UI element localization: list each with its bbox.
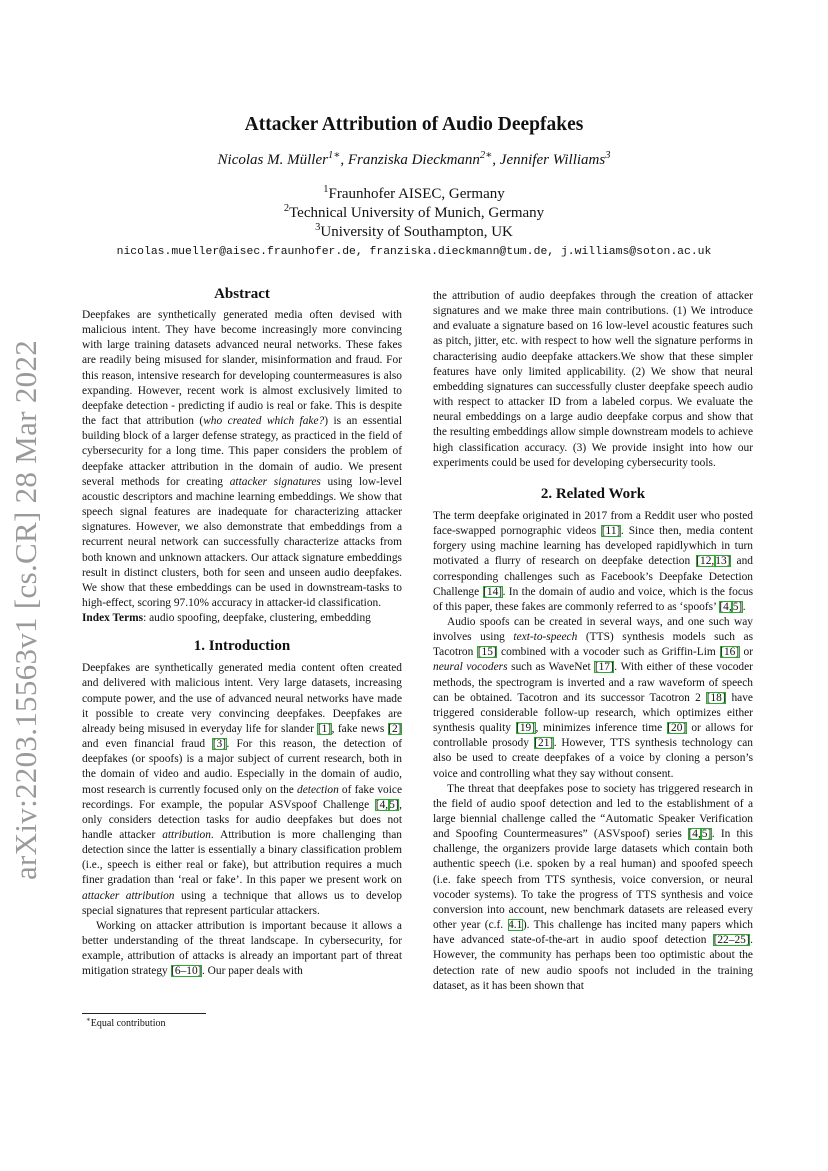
footnote-mark: ∗	[86, 1015, 91, 1024]
citation-link[interactable]: [2]	[388, 722, 402, 735]
paper-title: Attacker Attribution of Audio Deepfakes	[244, 114, 584, 135]
citation-link[interactable]: [19]	[516, 722, 536, 735]
author-3: Jennifer Williams	[499, 152, 606, 168]
section-link[interactable]: 4.1	[508, 919, 523, 932]
abstract-part: using low-level acoustic descriptors and machine learning embeddings. We show that speech signal features are inadequate for characterizing attacker signatures. However, we also demonstrate that embeddings from a recurrent neural network can successfully characterize attacks from both known and unknown attackers. Our attack signature embeddings result in distinct clusters, both for seen and unseen audio deepfakes. We show that these embeddings can be used in downstream-tasks to high-effect, scoring 97.10% accuracy in attacker-id classification.	[82, 475, 402, 609]
citation-link[interactable]: [12,	[696, 555, 715, 568]
text-run: have triggered considerable follow-up research, which optimizes either synthesis quality	[433, 691, 753, 735]
footnote-text: Equal contribution	[90, 1018, 166, 1029]
text-run: combined with a vocoder such as Griffin-Lim	[497, 646, 720, 659]
text-italic: detection	[297, 783, 339, 796]
citation-link[interactable]: [18]	[706, 691, 726, 704]
text-run: . Attribution is more challenging than detection since the latter is essentially a binary classification problem (i.e., speech is either real or fake), but attribution requires a much finer gradation than ‘real or fake’. In this paper we present work on	[82, 829, 402, 887]
affiliation-3-num: 3	[315, 222, 321, 233]
text-run: Deepfakes are synthetically generated media content often created and delivered with malicious intent. Very large datasets, increasing compute power, and the use of advanced neural networks have made it possible to create very convincing deepfakes. Deepfakes are already being misused in everyday life for slander	[82, 662, 402, 735]
text-run: The threat that deepfakes pose to society has triggered research in the field of audio spoof detection and led to the establishment of a large biennial challenge called the “Automatic Speaker Verification and Spoofing Countermeasures” (ASVspoof) series	[433, 782, 753, 841]
abstract-part: ) is an essential building block of a larger defense strategy, as practiced in the field of cybersecurity for a long time. This paper considers the problem of deepfake attacker attribution in the domain of audio. We present several methods for creating	[82, 415, 402, 488]
text-run: . However, TTS synthesis technology can also be used to create deepfakes of a voice by cloning a person’s voice and controlling what they say without consent.	[433, 737, 753, 780]
text-italic: attribution	[162, 829, 211, 841]
intro-heading: 1. Introduction	[193, 638, 291, 655]
citation-link[interactable]: [6–10]	[171, 965, 202, 978]
abstract-text	[82, 308, 402, 611]
text-run: ). This challenge has incited many papers which have advanced state-of-the-art in audio spoof detection	[433, 919, 754, 947]
author-3-mark: 3	[605, 150, 611, 161]
citation-link[interactable]: 5]	[389, 798, 399, 811]
related-work-heading: 2. Related Work	[540, 485, 646, 502]
citation-link[interactable]: [1]	[317, 722, 332, 735]
citation-link[interactable]: 5]	[701, 828, 712, 841]
text-italic: neural vocoders	[433, 661, 508, 674]
text-run: . In the domain of audio and voice, which is the focus of this paper, these fakes are commonly referred to as ‘spoofs’	[433, 585, 753, 613]
affiliation-2	[0, 205, 828, 222]
abstract-part: Deepfakes are synthetically generated media often devised with malicious intent. They have become increasingly more convincing with large training datasets advanced neural networks. These fakes are readily being misused for slander, misinformation and fraud. For this reason, intensive research for developing countermeasures is also expanding. However, recent work is almost exclusively limited to deepfake detection - predicting if audio is real or fake. This is despite the fact that attribution (	[82, 309, 402, 428]
citation-link[interactable]: 13]	[715, 555, 731, 568]
footnote	[86, 1015, 166, 1029]
index-terms	[82, 611, 402, 626]
citation-link[interactable]: [17]	[594, 661, 614, 674]
index-terms-label: Index Terms	[82, 612, 144, 625]
affiliation-1-num: 1	[323, 184, 329, 195]
citation-link[interactable]: [4,	[375, 798, 389, 811]
right-column	[433, 289, 753, 994]
intro-paragraph-2	[82, 919, 402, 980]
intro-paragraph-1	[82, 661, 402, 919]
affiliation-2-num: 2	[283, 203, 290, 214]
text-run: Audio spoofs can be created in several ways, and one such way involves using	[433, 615, 753, 644]
related-paragraph-2	[433, 615, 753, 782]
text-run: or	[739, 646, 754, 659]
text-run: . With either of these vocoder methods, the spectrogram is inverted and a raw waveform of speech can be obtained. Tacotron and its successor Tacotron 2	[433, 661, 753, 704]
text-run: . In this challenge, the organizers provide large datasets which contain both authentic speech (i.e. spoken by a real human) and spoofed speech (i.e. fake speech from TTS synthesis, voice conversion, or neural vocoder systems). To take the progress of TTS synthesis and voice conversion into account, new benchmark datasets are released every other year (c.f.	[433, 828, 753, 932]
author-1-mark: 1∗	[327, 150, 341, 161]
author-2-mark: 2∗	[479, 150, 493, 161]
index-terms-text: : audio spoofing, deepfake, clustering, embedding	[143, 612, 371, 625]
related-paragraph-3	[433, 782, 753, 994]
affiliation-1-text: Fraunhofer AISEC, Germany	[328, 186, 505, 202]
citation-link[interactable]: [15]	[477, 646, 497, 659]
text-run: using a technique that allows us to develop special signatures that represent particular attackers.	[82, 889, 402, 917]
citation-link[interactable]: [11]	[601, 525, 621, 538]
text-run: . Since then, media content forgery using machine learning has developed rapidlywhich in turn motivated a flurry of research on deepfake detection	[433, 525, 753, 568]
contributions-paragraph: the attribution of audio deepfakes through the creation of attacker signatures and we make three main contributions. (1) We introduce and evaluate a signature based on 16 low-level acoustic features such as pitch, jitter, etc. with respect to how well the signature performs in characterising audio deepfake attackers.We show that these simpler features have only limited applicability. (2) We show that neural embedding signatures can successfully cluster deepfake speech audio with respect to attacker ID from a labeled corpus. We evaluate the neural embeddings on a large audio deepfake corpus and show that the resulting embeddings allow simple downstream models to achieve high classification accuracy. (3) We provide insight into how our experiments could be used for developing cybersecurity tools.	[433, 290, 753, 469]
text-italic: text-to-speech	[513, 631, 578, 644]
citation-link[interactable]: [20]	[667, 722, 687, 735]
abstract-italic: attacker signatures	[229, 475, 321, 488]
author-2: Franziska Dieckmann	[347, 152, 480, 168]
author-1: Nicolas M. Müller	[217, 152, 328, 168]
citation-link[interactable]: [4,	[719, 600, 732, 613]
affiliation-3-text: University of Southampton, UK	[320, 224, 513, 240]
text-run: Working on attacker attribution is important because it allows a better understanding of the threat landscape. In cybersecurity, for example, attribution of attacks is already an important part of threat mitigation strategy	[82, 919, 402, 978]
affiliation-3	[0, 224, 828, 241]
author-emails[interactable]: nicolas.mueller@aisec.fraunhofer.de, franziska.dieckmann@tum.de, j.williams@soton.ac.uk	[116, 246, 712, 258]
related-paragraph-1	[433, 509, 753, 615]
text-run: and corresponding challenges such as Facebook’s Deepfake Detection Challenge	[433, 555, 753, 598]
abstract-heading: Abstract	[214, 286, 270, 302]
text-italic: attacker attribution	[82, 889, 175, 902]
text-run: , only considers detection tasks for audio deepfakes but does not handle attacker	[82, 798, 402, 841]
citation-link[interactable]: [4,	[688, 828, 701, 841]
text-run: . However, the community has perhaps been too optimistic about the detection rate of new audio spoofs not included in the training dataset, as it has been shown that	[433, 934, 753, 992]
citation-link[interactable]: 5]	[732, 600, 743, 613]
text-run: or allows for controllable prosody	[433, 722, 753, 750]
author-list: Nicolas M. Müller$^{1∗}$, Franziska Dieckmann$^{2∗}$, Jennifer Williams$^3$	[217, 150, 611, 168]
text-run: of fake voice recordings. For example, the popular ASVspoof Challenge	[82, 783, 402, 811]
citation-link[interactable]: [16]	[720, 646, 740, 659]
citation-link[interactable]: [14]	[483, 585, 503, 598]
text-run: The term deepfake originated in 2017 from a Reddit user who posted face-swapped pornographic videos	[433, 509, 753, 538]
text-run: . For this reason, the detection of deepfakes (or spoofs) is a major subject of current research, both in the domain of video and audio. Especially in the domain of audio, most research is currently focused only on the	[82, 738, 402, 796]
left-column	[82, 285, 402, 980]
text-run: (TTS) synthesis models such as Tacotron	[433, 631, 753, 659]
footnote-rule	[82, 1013, 206, 1014]
text-run: .	[742, 600, 746, 613]
affiliation-2-text: Technical University of Munich, Germany	[289, 205, 545, 221]
text-run: , fake news	[331, 722, 388, 735]
text-run: , minimizes inference time	[535, 722, 667, 735]
paper-page: arXiv:2203.15563v1 [cs.CR] 28 Mar 2022 Attacker Attribution of Audio Deepfakes Nicolas M. Müller$^{1∗}$, Franziska Dieckmann$^{2∗}$, Jennifer Williams$^3$ $^1$Fraunhofer AISEC, Germany $^2$Technical University of Munich, Germany $^3$University of Southampton, UK nicolas.mueller@aisec.fraunhofer.de, franziska.dieckmann@tum.de, j.williams@soton.ac.uk Abstract Deepfakes are synthetically generated media often devised with malicious intent. They have become increasingly more convincing with large training datasets advanced neural networks. These fakes are readily being misused for slander, misinformation and fraud. For this reason, intensive research for developing countermeasures is also expanding. However, recent work is almost exclusively limited to deepfake detection - predicting if audio is real or fake. This is despite the fact that attribution (who created which fake?) is an essential building block of a larger defense strategy, as practiced in the field of cybersecurity for a long time. This paper considers the problem of deepfake attacker attribution in the domain of audio. We present several methods for creating attacker signatures using low-level acoustic descriptors and machine learning embeddings. We show that speech signal features are inadequate for characterizing attacker signatures. However, we also demonstrate that embeddings from a recurrent neural network can successfully characterize attacks from both known and unknown attackers. Our attack signature embeddings result in distinct clusters, both for seen and unseen audio deepfakes. We show that these embeddings can be used in downstream-tasks to high-effect, scoring 97.10% accuracy in attacker-id classification. Index Terms: audio spoofing, deepfake, clustering, embedding 1. Introduction Deepfakes are synthetically generated media content often created and delivered with malicious intent. Very large datasets, increasing compute power, and the use of advanced neural networks have made it possible to create very convincing deepfakes. Deepfakes are already being misused in everyday life for slander [1], fake news [2] and even financial fraud [3]. For this reason, the detection of deepfakes (or spoofs) is a major subject of current research, both in the domain of video and audio. Especially in the domain of audio, most research is currently focused only on the detection of fake voice recordings. For example, the popular ASVspoof Challenge [4,5], only considers detection tasks for audio deepfakes but does not handle attacker attribution. Attribution is more challenging than detection since the latter is essentially a binary classification problem (i.e., speech is either real or fake), but attribution requires a much finer gradation than ‘real or fake’. In this paper we present work on attacker attribution using a technique that allows us to develop special signatures that represent particular attackers. Working on attacker attribution is important because it allows a better understanding of the threat landscape. In cybersecurity, for example, attribution of attacks is already an important part of threat mitigation strategy [6–10]. Our paper deals with the attribution of audio deepfakes through the creation of attacker signatures and we make three main contributions. (1) We introduce and evaluate a signature based on 16 low-level acoustic features such as pitch, jitter, etc. with respect to how well the signature performs in characterising audio deepfake attackers.We show that these simpler features have only limited applicability. (2) We show that neural embedding signatures can successfully cluster deepfake speech audio with respect to attacker ID from a labeled corpus. We evaluate the neural embeddings on a large audio deepfake corpus and show that the resulting embeddings allow simple downstream models to achieve high classification accuracy. (3) We provide insight into how our experiments could be used for developing cybersecurity tools. 2. Related Work The term deepfake originated in 2017 from a Reddit user who posted face-swapped pornographic videos [11]. Since then, media content forgery using machine learning has developed rapidlywhich in turn motivated a flurry of research on deepfake detection [12,13] and corresponding challenges such as Facebook’s Deepfake Detection Challenge [14]. In the domain of audio and voice, which is the focus of this paper, these fakes are commonly referred to as ‘spoofs’ [4,5]. Audio spoofs can be created in several ways, and one such way involves using text-to-speech (TTS) synthesis models such as Tacotron [15] combined with a vocoder such as Griffin-Lim [16] or neural vocoders such as WaveNet [17]. With either of these vocoder methods, the spectrogram is inverted and a raw waveform of speech can be obtained. Tacotron and its successor Tacotron 2 [18] have triggered considerable follow-up research, which optimizes either synthesis quality [19], minimizes inference time [20] or allows for controllable prosody [21]. However, TTS synthesis technology can also be used to create deepfakes of a voice by cloning a person’s voice and controlling what they say without consent. The threat that deepfakes pose to society has triggered research in the field of audio spoof detection and led to the establishment of a large biennial challenge called the “Automatic Speaker Verification and Spoofing Countermeasures” (ASVspoof) series [4,5]. In this challenge, the organizers provide large datasets which contain both authentic speech (i.e. spoken by a real human) and spoofed speech (i.e. fake speech from TTS synthesis, voice conversion, or neural vocoder systems). To take the progress of TTS synthesis and voice conversion into account, new benchmark datasets are released every other year (c.f. 4.1). This challenge has incited many papers which have advanced state-of-the-art in audio spoof detection [22–25]. However, the community has perhaps been too optimistic about the detection rate of new audio spoofs not included in the training dataset, as it has been shown that ∗Equal contribution	[0, 0, 828, 1171]
citation-link[interactable]: [22–25]	[713, 934, 750, 947]
citation-link[interactable]: [21]	[534, 737, 554, 750]
abstract-italic: who created which fake?	[203, 415, 325, 428]
text-run: and even financial fraud	[82, 738, 213, 751]
text-run: such as WaveNet	[507, 661, 595, 674]
text-run: . Our paper deals with	[201, 965, 303, 978]
affiliation-1	[0, 186, 828, 203]
citation-link[interactable]: [3]	[212, 738, 227, 751]
